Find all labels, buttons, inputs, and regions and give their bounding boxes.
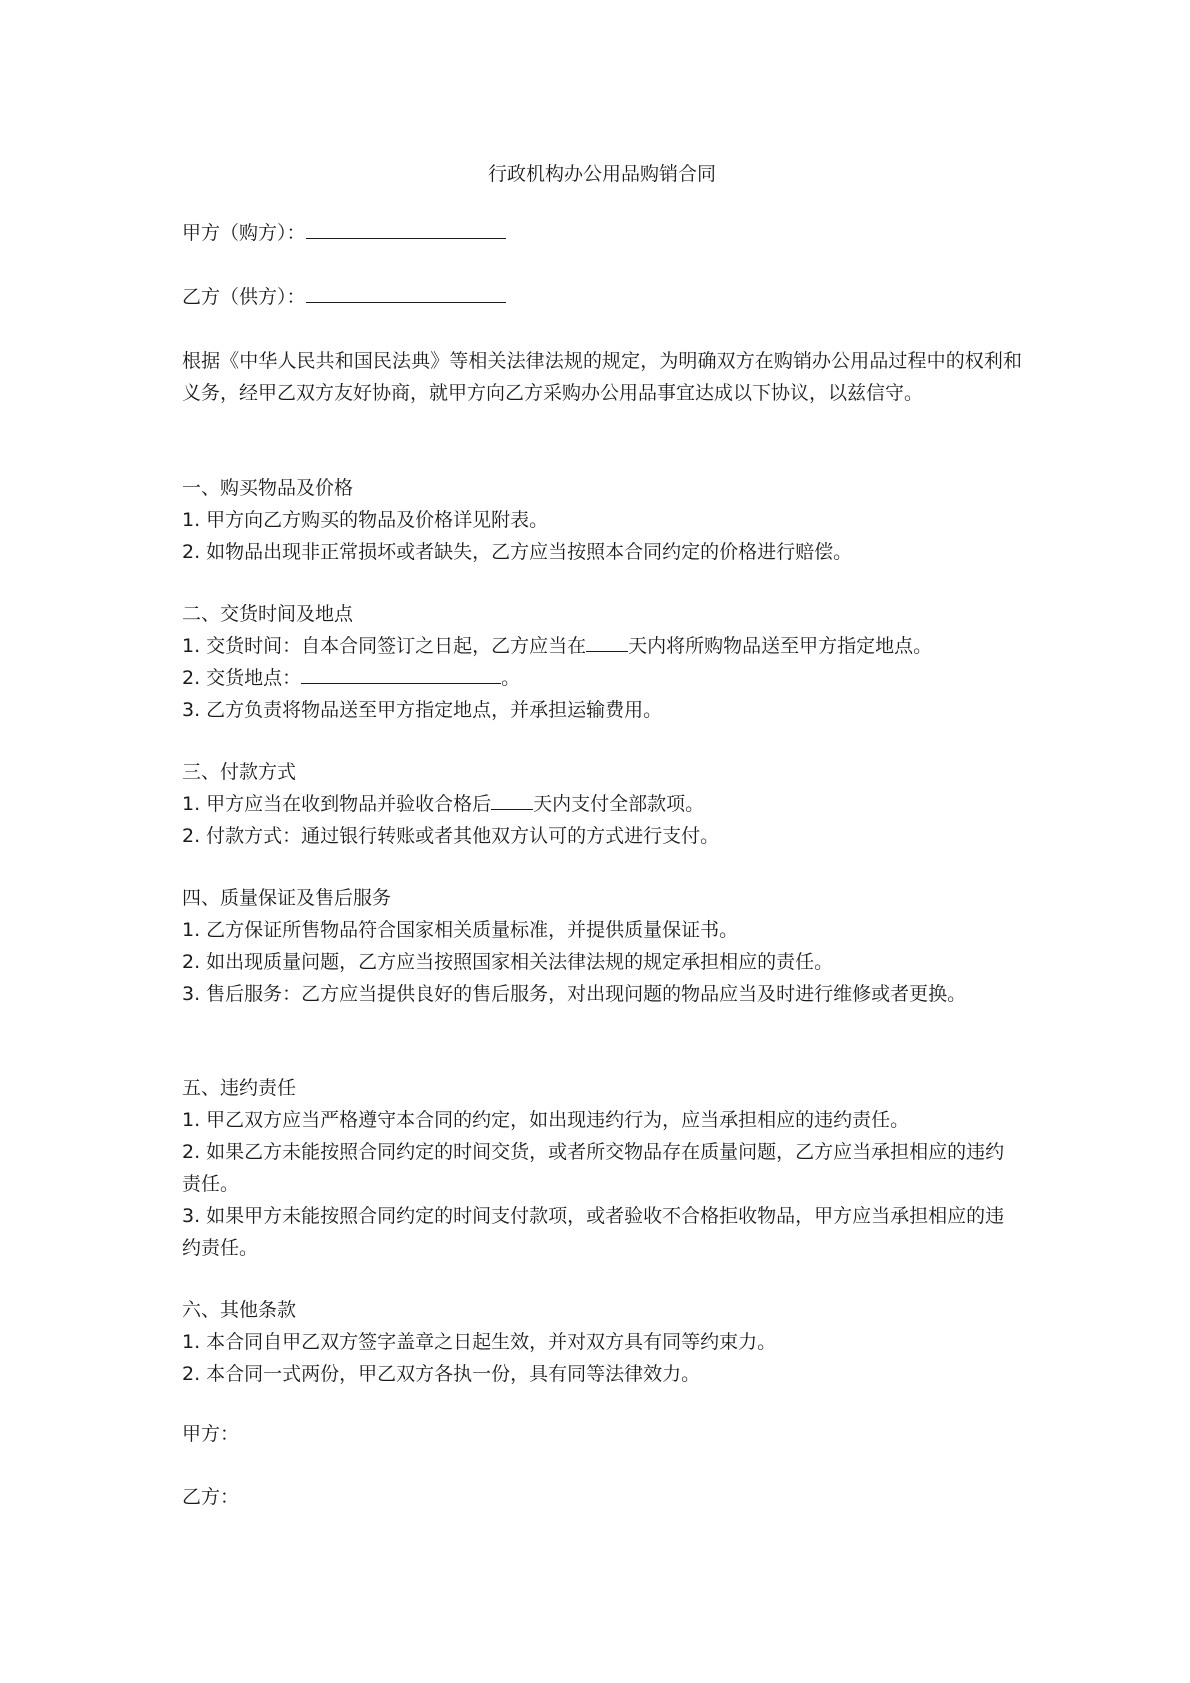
section-item: 2. 交货地点： 。 bbox=[182, 662, 1022, 694]
section-item: 2. 如出现质量问题，乙方应当按照国家相关法律法规的规定承担相应的责任。 bbox=[182, 951, 834, 973]
party-b-label: 乙方（供方）： bbox=[182, 286, 306, 308]
section-other bbox=[182, 1294, 1022, 1390]
section-heading: 一、购买物品及价格 bbox=[182, 477, 354, 499]
section-delivery bbox=[182, 598, 1022, 726]
section-purchase bbox=[182, 472, 1022, 568]
party-a-line bbox=[182, 218, 506, 247]
section-heading: 二、交货时间及地点 bbox=[182, 603, 354, 625]
section-item: 2. 付款方式：通过银行转账或者其他双方认可的方式进行支付。 bbox=[182, 825, 720, 847]
document-title: 行政机构办公用品购销合同 bbox=[487, 163, 716, 185]
party-b-blank bbox=[306, 282, 506, 303]
section-item: 3. 售后服务：乙方应当提供良好的售后服务，对出现问题的物品应当及时进行维修或者更换。 bbox=[182, 983, 967, 1005]
party-b-line bbox=[182, 282, 506, 311]
delivery-days-blank bbox=[586, 631, 628, 652]
party-a-blank bbox=[306, 218, 506, 239]
section-item: 2. 如果乙方未能按照合同约定的时间交货，或者所交物品存在质量问题，乙方应当承担相应的违约责任。 bbox=[182, 1141, 1005, 1195]
section-item: 1. 乙方保证所售物品符合国家相关质量标准，并提供质量保证书。 bbox=[182, 919, 739, 941]
section-payment bbox=[182, 756, 1022, 852]
section-quality bbox=[182, 882, 1022, 1010]
section-item: 2. 本合同一式两份，甲乙双方各执一份，具有同等法律效力。 bbox=[182, 1363, 701, 1385]
delivery-place-blank bbox=[301, 663, 501, 684]
party-b-signature: 乙方： bbox=[182, 1486, 240, 1508]
section-liability bbox=[182, 1072, 1022, 1264]
party-a-label: 甲方（购方）： bbox=[182, 222, 306, 244]
section-item: 3. 乙方负责将物品送至甲方指定地点，并承担运输费用。 bbox=[182, 699, 663, 721]
party-a-signature: 甲方： bbox=[182, 1423, 240, 1445]
section-item: 1. 甲方应当在收到物品并验收合格后 天内支付全部款项。 bbox=[182, 788, 1022, 820]
section-item: 1. 甲乙双方应当严格遵守本合同的约定，如出现违约行为，应当承担相应的违约责任。 bbox=[182, 1109, 910, 1131]
section-heading: 五、违约责任 bbox=[182, 1077, 297, 1099]
section-heading: 六、其他条款 bbox=[182, 1299, 297, 1321]
section-item: 2. 如物品出现非正常损坏或者缺失，乙方应当按照本合同约定的价格进行赔偿。 bbox=[182, 541, 853, 563]
section-item: 1. 本合同自甲乙双方签字盖章之日起生效，并对双方具有同等约束力。 bbox=[182, 1331, 777, 1353]
payment-days-blank bbox=[491, 789, 533, 810]
section-heading: 三、付款方式 bbox=[182, 761, 297, 783]
section-heading: 四、质量保证及售后服务 bbox=[182, 887, 392, 909]
section-item: 1. 甲方向乙方购买的物品及价格详见附表。 bbox=[182, 509, 549, 531]
section-item: 3. 如果甲方未能按照合同约定的时间支付款项，或者验收不合格拒收物品，甲方应当承担相应的违约责任。 bbox=[182, 1205, 1005, 1259]
intro-paragraph: 根据《中华人民共和国民法典》等相关法律法规的规定，为明确双方在购销办公用品过程中的权利和义务，经甲乙双方友好协商，就甲方向乙方采购办公用品事宜达成以下协议，以兹信守。 bbox=[182, 350, 1022, 404]
section-item: 1. 交货时间：自本合同签订之日起，乙方应当在 天内将所购物品送至甲方指定地点。 bbox=[182, 630, 1022, 662]
